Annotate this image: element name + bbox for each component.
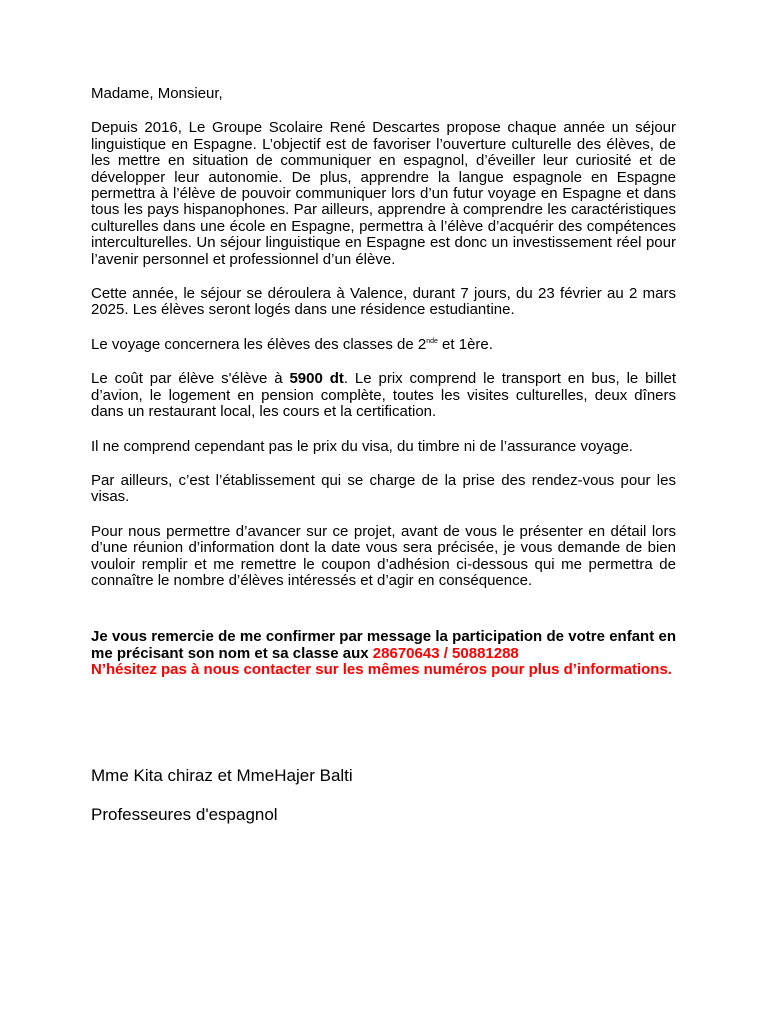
paragraph-request: Pour nous permettre d’avancer sur ce projet, avant de vous le présenter en détail lors d’une réunion d’information dont la date vous sera précisée, je vous demande de bien vouloir remplir et me remettre le coupon d’adhésion ci-dessous qui me permettra de connaître le nombre d’élèves intéressés et d’agir en conséquence.	[91, 522, 676, 589]
paragraph-intro: Depuis 2016, Le Groupe Scolaire René Descartes propose chaque année un séjour linguistique en Espagne. L’objectif est de favoriser l’ouverture culturelle des élèves, de les mettre en situation de communiquer en espagnol, d’éveiller leur curiosité et de développer leur autonomie. De plus, apprendre la langue espagnole en Espagne permettra à l’élève de pouvoir communiquer lors d’un futur voyage en Espagne et dans tous les pays hispanophones. Par ailleurs, apprendre à comprendre les caractéristiques culturelles dans une école en Espagne, permettra à l’élève d’acquérir des compétences interculturelles. Un séjour linguistique en Espagne est donc un investissement réel pour l’avenir personnel et professionnel d’un élève.	[91, 119, 676, 268]
cost-price: 5900 dt	[289, 370, 344, 388]
paragraph-classes	[91, 337, 676, 353]
paragraph-exclusions: Il ne comprend cependant pas le prix du visa, du timbre ni de l’assurance voyage.	[91, 437, 633, 455]
classes-text-after: et 1ère.	[437, 335, 493, 353]
signature-role: Professeures d'espagnol	[91, 805, 278, 824]
cost-text-before: Le coût par élève s'élève à	[91, 370, 290, 388]
paragraph-cost	[91, 371, 676, 420]
confirmation-request	[91, 629, 676, 662]
signature-names: Mme Kita chiraz et MmeHajer Balti	[91, 766, 353, 785]
confirmation-block	[91, 629, 676, 678]
cost-text-after: . Le prix comprend le transport en bus, le billet d’avion, le logement en pension complète, toutes les visites culturelles, deux dîners dans un restaurant local, les cours et la certification.	[91, 370, 676, 421]
contact-note: N’hésitez pas à nous contacter sur les mêmes numéros pour plus d’informations.	[91, 661, 672, 679]
confirmation-text: Je vous remercie de me confirmer par message la participation de votre enfant en me précisant son nom et sa classe aux	[91, 628, 676, 662]
salutation: Madame, Monsieur,	[91, 85, 223, 102]
letter-body	[91, 86, 676, 679]
phone-numbers: 28670643 / 50881288	[372, 644, 519, 662]
paragraph-visa: Par ailleurs, c’est l’établissement qui se charge de la prise des rendez-vous pour les visas.	[91, 471, 676, 506]
paragraph-dates: Cette année, le séjour se déroulera à Valence, durant 7 jours, du 23 février au 2 mars 2025. Les élèves seront logés dans une résidence estudiantine.	[91, 285, 676, 319]
classes-superscript: nde	[426, 337, 438, 345]
classes-text-before: Le voyage concernera les élèves des classes de 2	[91, 335, 427, 353]
signature-block	[91, 766, 353, 844]
